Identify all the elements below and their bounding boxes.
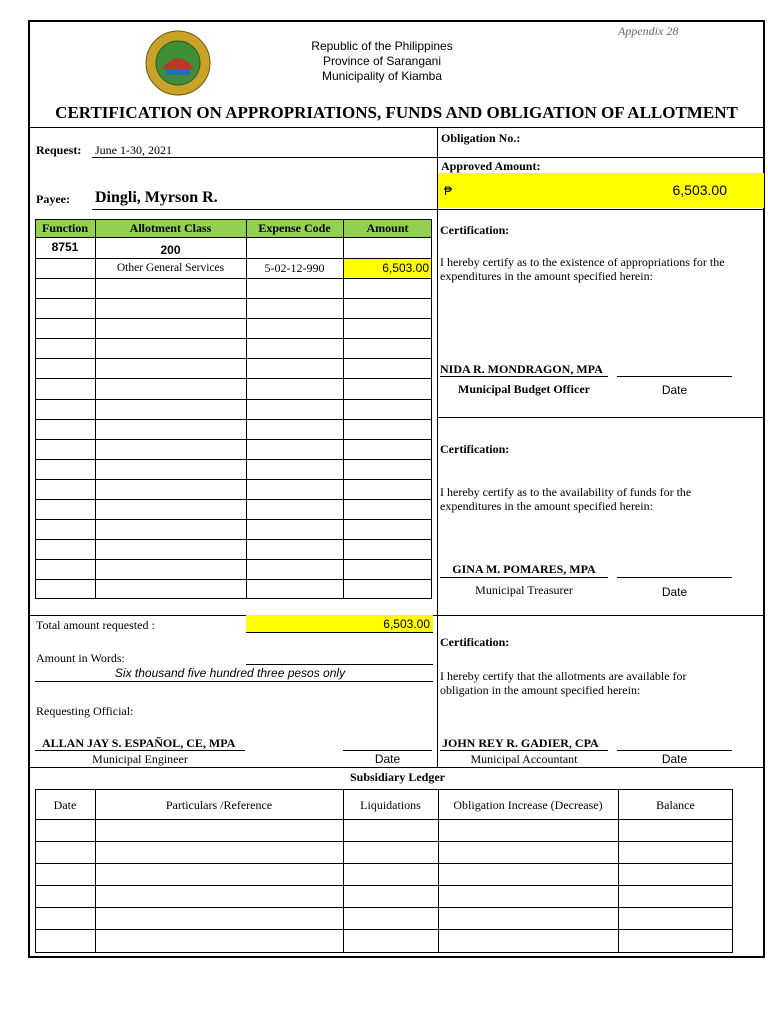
column-divider [437, 127, 438, 767]
total-label: Total amount requested : [36, 618, 155, 632]
col-amount-header: Amount [366, 221, 409, 235]
allotment-row-line [35, 338, 432, 339]
title-divider [30, 127, 765, 128]
payee-label: Payee: [36, 192, 70, 206]
ledger-balance-header: Balance [656, 798, 695, 812]
request-value: June 1-30, 2021 [95, 143, 172, 157]
approved-amount-divider [437, 209, 765, 210]
payee-value: Dingli, Myrson R. [95, 189, 218, 206]
peso-sign: ₱ [444, 184, 453, 198]
amount-words-value: Six thousand five hundred three pesos only [114, 666, 346, 680]
ledger-liquidations-header: Liquidations [360, 798, 421, 812]
requesting-date-label: Date [374, 752, 401, 766]
cert3-sign-line [440, 750, 608, 751]
expense-code: 5-02-12-990 [264, 261, 325, 275]
cert2-sign-line [440, 577, 608, 578]
obligation-no-divider [437, 157, 765, 158]
cert3-position: Municipal Accountant [470, 752, 578, 766]
approved-amount-label: Approved Amount: [441, 159, 541, 173]
cert2-name: GINA M. POMARES, MPA [452, 562, 596, 576]
allotment-row-line [35, 439, 432, 440]
obligation-no-label: Obligation No.: [441, 131, 521, 145]
allotment-row-line [35, 419, 432, 420]
ledger-obligation-header: Obligation Increase (Decrease) [453, 798, 603, 812]
allotment-description: Other General Services [116, 262, 225, 274]
ledger-particulars-header: Particulars /Reference [165, 798, 273, 812]
ledger-row-line [35, 819, 733, 820]
allotment-row-line [35, 519, 432, 520]
cert3-date-label: Date [661, 752, 688, 766]
ledger-row-line [35, 929, 733, 930]
ledger-date-header: Date [53, 798, 77, 812]
header-country: Republic of the Philippines [311, 39, 453, 53]
cert1-sign-line [440, 376, 608, 377]
amount-words-line [35, 681, 433, 682]
allotment-row-line [35, 378, 432, 379]
municipal-seal [144, 29, 212, 97]
cert1-name: NIDA R. MONDRAGON, MPA [440, 362, 603, 376]
requesting-date-line [343, 750, 432, 751]
cert2-divider [437, 615, 765, 616]
cert1-position: Municipal Budget Officer [458, 382, 590, 396]
requesting-sign-line [35, 750, 245, 751]
cert1-date-label: Date [661, 383, 688, 397]
header-province: Province of Sarangani [322, 54, 442, 68]
approved-amount-value: 6,503.00 [672, 182, 727, 198]
col-class-header: Allotment Class [129, 221, 212, 235]
allotment-row-line [35, 399, 432, 400]
cert1-label: Certification: [440, 223, 510, 237]
form-title: CERTIFICATION ON APPROPRIATIONS, FUNDS AND OBLIGATION OF ALLOTMENT [55, 103, 738, 122]
allotment-row-line [35, 559, 432, 560]
allotment-row-line [35, 479, 432, 480]
ledger-top-divider [30, 767, 765, 768]
header-municipality: Municipality of Kiamba [321, 69, 443, 83]
cert3-label: Certification: [440, 635, 510, 649]
ledger-row-line [35, 841, 733, 842]
allotment-row-line [35, 459, 432, 460]
requesting-position: Municipal Engineer [92, 752, 188, 766]
allotment-row-line [35, 499, 432, 500]
cert2-text: I hereby certify as to the availability of funds for the expenditures in the amount specified herein: [440, 485, 692, 513]
allotment-col-line [246, 219, 247, 599]
cert2-label: Certification: [440, 442, 510, 456]
ledger-title: Subsidiary Ledger [349, 770, 445, 784]
cert2-date-line [617, 577, 732, 578]
allotment-row-line [35, 278, 432, 279]
request-label: Request: [36, 143, 82, 157]
allotment-class-value: 200 [160, 243, 181, 257]
allotment-col-line [95, 219, 96, 599]
cert1-date-line [617, 376, 732, 377]
total-line [246, 632, 433, 633]
appendix-label: Appendix 28 [618, 24, 679, 38]
ledger-row-line [35, 863, 733, 864]
amount-value: 6,503.00 [382, 261, 429, 275]
cert2-position: Municipal Treasurer [475, 583, 573, 597]
requesting-name: ALLAN JAY S. ESPAÑOL, CE, MPA [42, 736, 236, 750]
total-value: 6,503.00 [383, 617, 430, 631]
cert1-divider [437, 417, 765, 418]
allotment-row-line [35, 237, 432, 238]
allotment-row-line [35, 358, 432, 359]
amount-words-upper-line [246, 664, 433, 665]
cert2-date-label: Date [661, 585, 688, 599]
allotment-row-line [35, 579, 432, 580]
ledger-row-line [35, 907, 733, 908]
requesting-label: Requesting Official: [36, 704, 134, 718]
cert3-text: I hereby certify that the allotments are available for obligation in the amount specified herein: [440, 669, 687, 697]
payee-line [92, 209, 437, 210]
col-function-header: Function [41, 221, 88, 235]
col-code-header: Expense Code [258, 221, 331, 235]
cert3-date-line [617, 750, 732, 751]
allotment-row-line [35, 318, 432, 319]
request-line [92, 157, 437, 158]
header-block [282, 39, 482, 84]
allotment-row-line [35, 298, 432, 299]
function-value: 8751 [51, 240, 79, 254]
amount-words-label: Amount in Words: [36, 651, 125, 665]
allotment-row-line [35, 539, 432, 540]
ledger-row-line [35, 885, 733, 886]
cert3-name: JOHN REY R. GADIER, CPA [442, 736, 599, 750]
cert1-text: I hereby certify as to the existence of appropriations for the expenditures in the amount specified herein: [440, 255, 725, 283]
